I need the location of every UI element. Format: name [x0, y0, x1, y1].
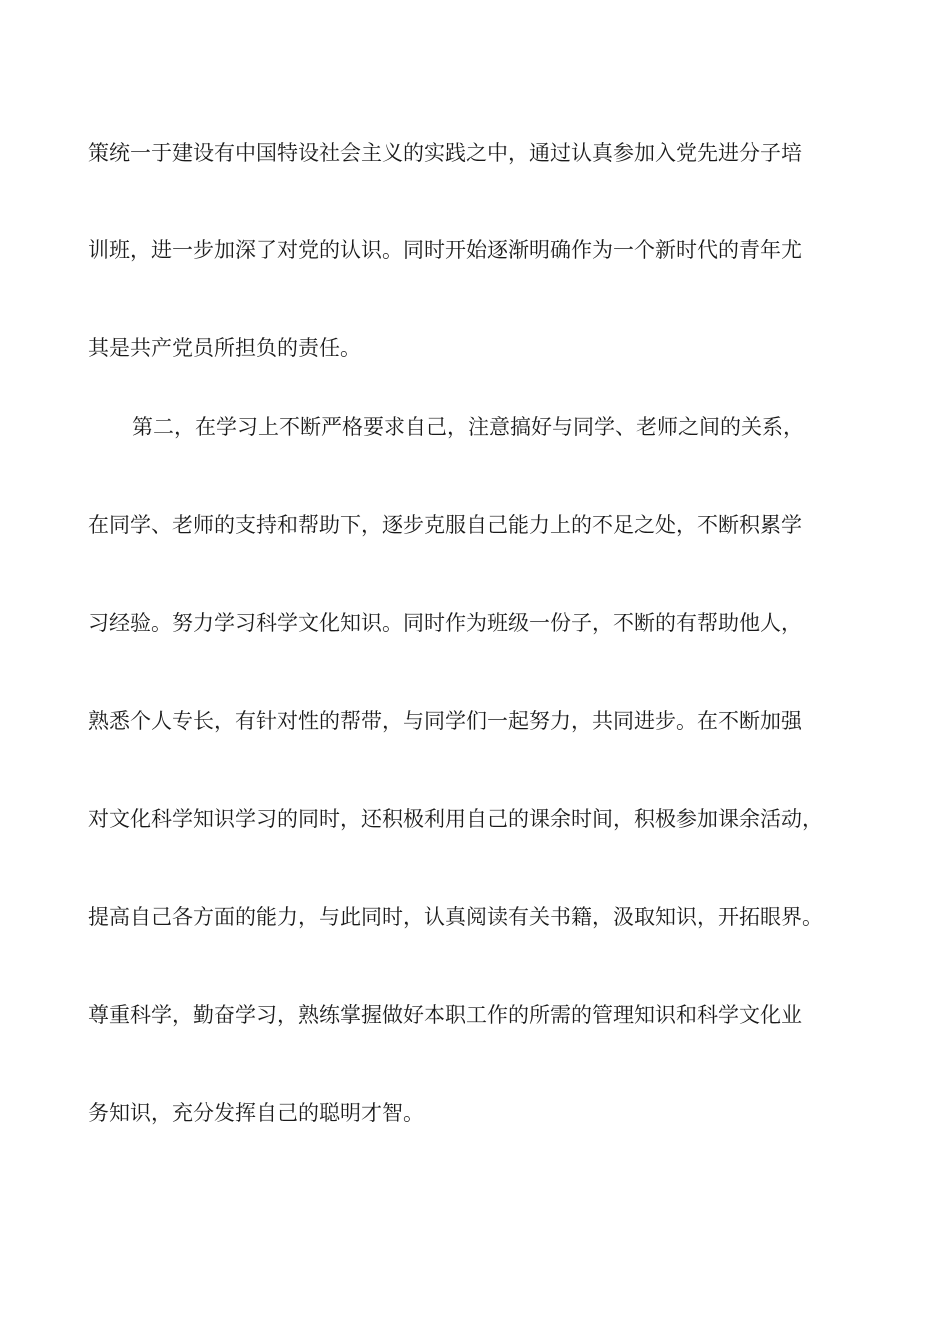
- paragraph-first-line: 第二，在学习上不断严格要求自己，注意搞好与同学、老师之间的关系，: [132, 415, 804, 439]
- text-line: 其是共产党员所担负的责任。: [88, 336, 361, 360]
- text-line: 熟悉个人专长，有针对性的帮带，与同学们一起努力，共同进步。在不断加强: [88, 709, 802, 733]
- text-line: 提高自己各方面的能力，与此同时，认真阅读有关书籍，汲取知识，开拓眼界。: [88, 905, 823, 929]
- text-line: 尊重科学，勤奋学习，熟练掌握做好本职工作的所需的管理知识和科学文化业: [88, 1003, 802, 1027]
- text-line: 在同学、老师的支持和帮助下，逐步克服自己能力上的不足之处，不断积累学: [88, 513, 802, 537]
- text-line: 策统一于建设有中国特设社会主义的实践之中，通过认真参加入党先进分子培: [88, 141, 802, 165]
- text-line: 训班，进一步加深了对党的认识。同时开始逐渐明确作为一个新时代的青年尤: [88, 238, 802, 262]
- text-line: 务知识，充分发挥自己的聪明才智。: [88, 1101, 424, 1125]
- text-line: 习经验。努力学习科学文化知识。同时作为班级一份子，不断的有帮助他人，: [88, 611, 802, 635]
- text-line: 对文化科学知识学习的同时，还积极利用自己的课余时间，积极参加课余活动，: [88, 807, 823, 831]
